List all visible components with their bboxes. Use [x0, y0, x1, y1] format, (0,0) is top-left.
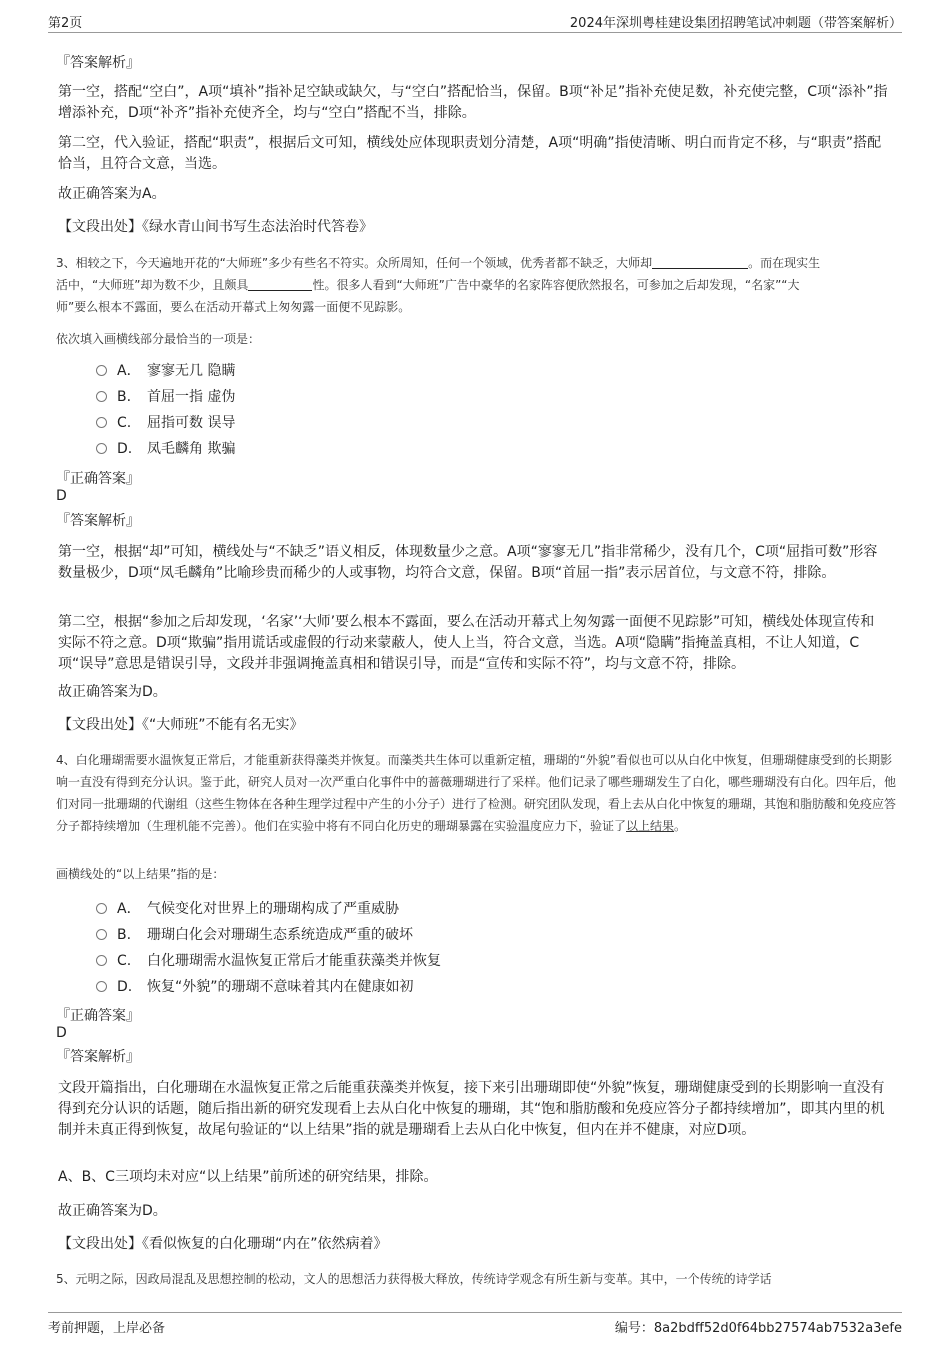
analysis-label: 『答案解析』: [56, 55, 140, 71]
q3-option-c[interactable]: C. 屈指可数 误导: [96, 412, 235, 434]
q2-conclusion: 故正确答案为A。: [58, 186, 166, 202]
radio-icon[interactable]: [96, 391, 107, 402]
q4-option-a[interactable]: A． 气候变化对世界上的珊瑚构成了严重威胁: [96, 898, 399, 920]
q4-conclusion: 故正确答案为D。: [58, 1203, 167, 1219]
analysis-label: 『答案解析』: [56, 513, 140, 529]
q5-stem: 5、元明之际，因政局混乱及思想控制的松动，文人的思想活力获得极大释放，传统诗学观念有所生新与变革。其中，一个传统的诗学话: [56, 1272, 772, 1286]
q3-prompt: 依次填入画横线部分最恰当的一项是：: [56, 332, 261, 346]
q4-option-c[interactable]: C. 白化珊瑚需水温恢复正常后才能重获藻类并恢复: [96, 950, 441, 972]
answer-label: 『正确答案』: [56, 1008, 140, 1024]
radio-icon[interactable]: [96, 903, 107, 914]
q4-option-b[interactable]: B. 珊瑚白化会对珊瑚生态系统造成严重的破坏: [96, 924, 413, 946]
footer-slogan: 考前押题，上岸必备: [48, 1321, 166, 1336]
q2-source: 【文段出处】《绿水青山间书写生态法治时代答卷》: [58, 219, 373, 235]
q3-source: 【文段出处】《“大师班”不能有名无实》: [58, 717, 304, 733]
radio-icon[interactable]: [96, 443, 107, 454]
document-title: 2024年深圳粤桂建设集团招聘笔试冲刺题（带答案解析）: [569, 16, 902, 31]
q4-prompt: 画横线处的“以上结果”指的是：: [56, 867, 225, 881]
q4-underlined-phrase: 以上结果: [626, 819, 675, 833]
document-code: 编号：8a2bdff52d0f64bb27574ab7532a3efe: [614, 1321, 902, 1336]
q2-analysis-p1: 第一空，搭配“空白”，A项“填补”指补足空缺或缺欠，与“空白”搭配恰当，保留。B项“补足”指补充使足数，补充使完整，C项“添补”指增添补充，D项“补齐”指补充使齐全，均与“空白”搭配不当，排除。: [58, 84, 888, 121]
page-footer: [48, 1312, 902, 1335]
radio-icon[interactable]: [96, 955, 107, 966]
answer-label: 『正确答案』: [56, 471, 140, 487]
radio-icon[interactable]: [96, 981, 107, 992]
q3-answer: D: [56, 488, 67, 504]
q3-analysis-p2: 第二空，根据“参加之后却发现，‘名家’‘大师’要么根本不露面，要么在活动开幕式上匆匆露一面便不见踪影”可知，横线处体现宣传和实际不符之意。D项“欺骗”指用谎话或虚假的行动来蒙蔽人，使人上当，符合文意，当选。A项“隐瞒”指掩盖真相，不让人知道，C项“误导”意思是错误引导，文段并非强调掩盖真相和错误引导，而是“宣传和实际不符”，均与文意不符，排除。: [58, 614, 875, 672]
q2-analysis-p2: 第二空，代入验证，搭配“职责”，根据后文可知，横线处应体现职责划分清楚，A项“明确”指使清晰、明白而肯定不移，与“职责”搭配恰当，且符合文意，当选。: [58, 135, 882, 172]
q3-analysis-p1: 第一空，根据“却”可知，横线处与“不缺乏”语义相反，体现数量少之意。A项“寥寥无几”指非常稀少，没有几个，C项“屈指可数”形容数量极少，D项“凤毛麟角”比喻珍贵而稀少的人或事物，均符合文意，保留。B项“首屈一指”表示居首位，与文意不符，排除。: [58, 544, 878, 581]
q3-option-a[interactable]: A． 寥寥无几 隐瞒: [96, 360, 235, 382]
analysis-label: 『答案解析』: [56, 1049, 140, 1065]
q4-option-d[interactable]: D. 恢复“外貌”的珊瑚不意味着其内在健康如初: [96, 976, 414, 998]
radio-icon[interactable]: [96, 929, 107, 940]
q3-conclusion: 故正确答案为D。: [58, 684, 167, 700]
q4-analysis-p2: A、B、C三项均未对应“以上结果”前所述的研究结果，排除。: [58, 1169, 438, 1185]
q3-option-d[interactable]: D. 凤毛麟角 欺骗: [96, 438, 235, 460]
q3-blank-1: [652, 256, 748, 269]
q3-stem: 3、相较之下，今天遍地开花的“大师班”多少有些名不符实。众所周知，任何一个领域，优秀者都不缺乏，大师却 。而在现实生 活中，“大师班”却为数不少，且颇具 性。很多人看到“大师班”广告中豪华的名家阵容便欣然报名，可参加之后却发现，“名家”“大 师”要么根本不露面，要么在活动开幕式上匆匆露一面便不见踪影。: [56, 256, 821, 314]
q3-option-b[interactable]: B. 首屈一指 虚伪: [96, 386, 235, 408]
page-number: 第2页: [48, 16, 83, 31]
q4-answer: D: [56, 1025, 67, 1041]
q4-stem: 4、白化珊瑚需要水温恢复正常后，才能重新获得藻类并恢复。而藻类共生体可以重新定植，珊瑚的“外貌”看似也可以从白化中恢复，但珊瑚健康受到的长期影响一直没有得到充分认识。鉴于此，研究人员对一次严重白化事件中的蔷薇珊瑚进行了采样。他们记录了哪些珊瑚发生了白化，哪些珊瑚没有白化。四年后，他们对同一批珊瑚的代谢组（这些生物体在各种生理学过程中产生的小分子）进行了检测。研究团队发现，看上去从白化中恢复的珊瑚，其饱和脂肪酸和免疫应答分子都持续增加（生理机能不完善）。他们在实验中将有不同白化历史的珊瑚暴露在实验温度应力下，验证了以上结果。: [56, 753, 897, 833]
radio-icon[interactable]: [96, 417, 107, 428]
q3-blank-2: [248, 278, 312, 291]
page-header: [48, 10, 902, 33]
q4-source: 【文段出处】《看似恢复的白化珊瑚“内在”依然病着》: [58, 1236, 388, 1252]
q4-analysis-p1: 文段开篇指出，白化珊瑚在水温恢复正常之后能重获藻类并恢复，接下来引出珊瑚即使“外貌”恢复，珊瑚健康受到的长期影响一直没有得到充分认识的话题，随后指出新的研究发现看上去从白化中恢复的珊瑚，其“饱和脂肪酸和免疫应答分子都持续增加”，即其内里的机制并未真正得到恢复，故尾句验证的“以上结果”指的就是珊瑚看上去从白化中恢复，但内在并不健康，对应D项。: [58, 1080, 885, 1138]
radio-icon[interactable]: [96, 365, 107, 376]
